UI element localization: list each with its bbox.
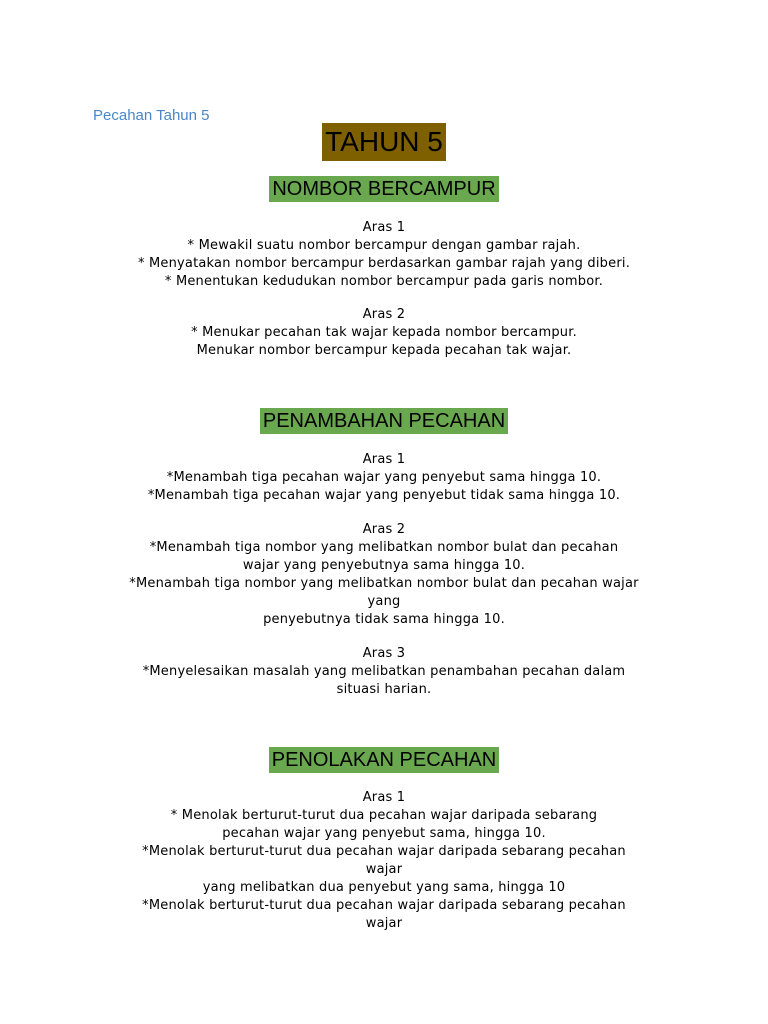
text-line: *Menambah tiga pecahan wajar yang penyebut sama hingga 10. xyxy=(166,470,602,485)
text-line: *Menolak berturut-turut dua pecahan wajar daripada sebarang pecahan xyxy=(142,844,626,859)
text-line: * Menyatakan nombor bercampur berdasarkan gambar rajah yang diberi. xyxy=(137,256,631,271)
aras-block xyxy=(0,306,768,360)
text-line: *Menambah tiga nombor yang melibatkan nombor bulat dan pecahan wajar xyxy=(129,576,639,591)
text-line: Menukar nombor bercampur kepada pecahan tak wajar. xyxy=(196,343,572,358)
text-line: * Menukar pecahan tak wajar kepada nombor bercampur. xyxy=(191,325,577,340)
text-line: situasi harian. xyxy=(336,682,432,697)
section-heading-nombor-bercampur xyxy=(0,176,768,202)
aras-block xyxy=(0,451,768,505)
text-line: * Mewakil suatu nombor bercampur dengan gambar rajah. xyxy=(187,238,581,253)
text-line: wajar xyxy=(365,862,403,877)
text-line: *Menolak berturut-turut dua pecahan wajar daripada sebarang pecahan xyxy=(142,898,626,913)
section-heading-label: NOMBOR BERCAMPUR xyxy=(269,176,498,202)
text-line: pecahan wajar yang penyebut sama, hingga 10. xyxy=(222,826,546,841)
section-heading-penambahan-pecahan xyxy=(0,408,768,434)
text-line: *Menambah tiga nombor yang melibatkan nombor bulat dan pecahan xyxy=(149,540,619,555)
text-line: wajar xyxy=(365,916,403,931)
aras-label: Aras 2 xyxy=(362,307,406,322)
text-line: yang xyxy=(367,594,401,609)
aras-label: Aras 3 xyxy=(362,646,406,661)
aras-label: Aras 2 xyxy=(362,522,406,537)
page-title-container xyxy=(0,123,768,161)
section-heading-penolakan-pecahan xyxy=(0,747,768,773)
text-line: * Menentukan kedudukan nombor bercampur pada garis nombor. xyxy=(164,274,604,289)
text-line: *Menambah tiga pecahan wajar yang penyebut tidak sama hingga 10. xyxy=(147,488,621,503)
section-heading-label: PENAMBAHAN PECAHAN xyxy=(260,408,508,434)
text-line: * Menolak berturut-turut dua pecahan wajar daripada sebarang xyxy=(170,808,598,823)
text-line: *Menyelesaikan masalah yang melibatkan penambahan pecahan dalam xyxy=(142,664,626,679)
aras-label: Aras 1 xyxy=(362,790,406,805)
text-line: yang melibatkan dua penyebut yang sama, hingga 10 xyxy=(202,880,566,895)
text-line: penyebutnya tidak sama hingga 10. xyxy=(263,612,505,627)
pecahan-tahun-5-link[interactable]: Pecahan Tahun 5 xyxy=(93,107,210,124)
aras-label: Aras 1 xyxy=(362,220,406,235)
aras-block xyxy=(0,219,768,291)
aras-label: Aras 1 xyxy=(362,452,406,467)
page-title: TAHUN 5 xyxy=(322,123,446,161)
aras-block xyxy=(0,521,768,629)
aras-block xyxy=(0,645,768,699)
text-line: wajar yang penyebutnya sama hingga 10. xyxy=(242,558,526,573)
aras-block xyxy=(0,789,768,933)
section-heading-label: PENOLAKAN PECAHAN xyxy=(269,747,500,773)
